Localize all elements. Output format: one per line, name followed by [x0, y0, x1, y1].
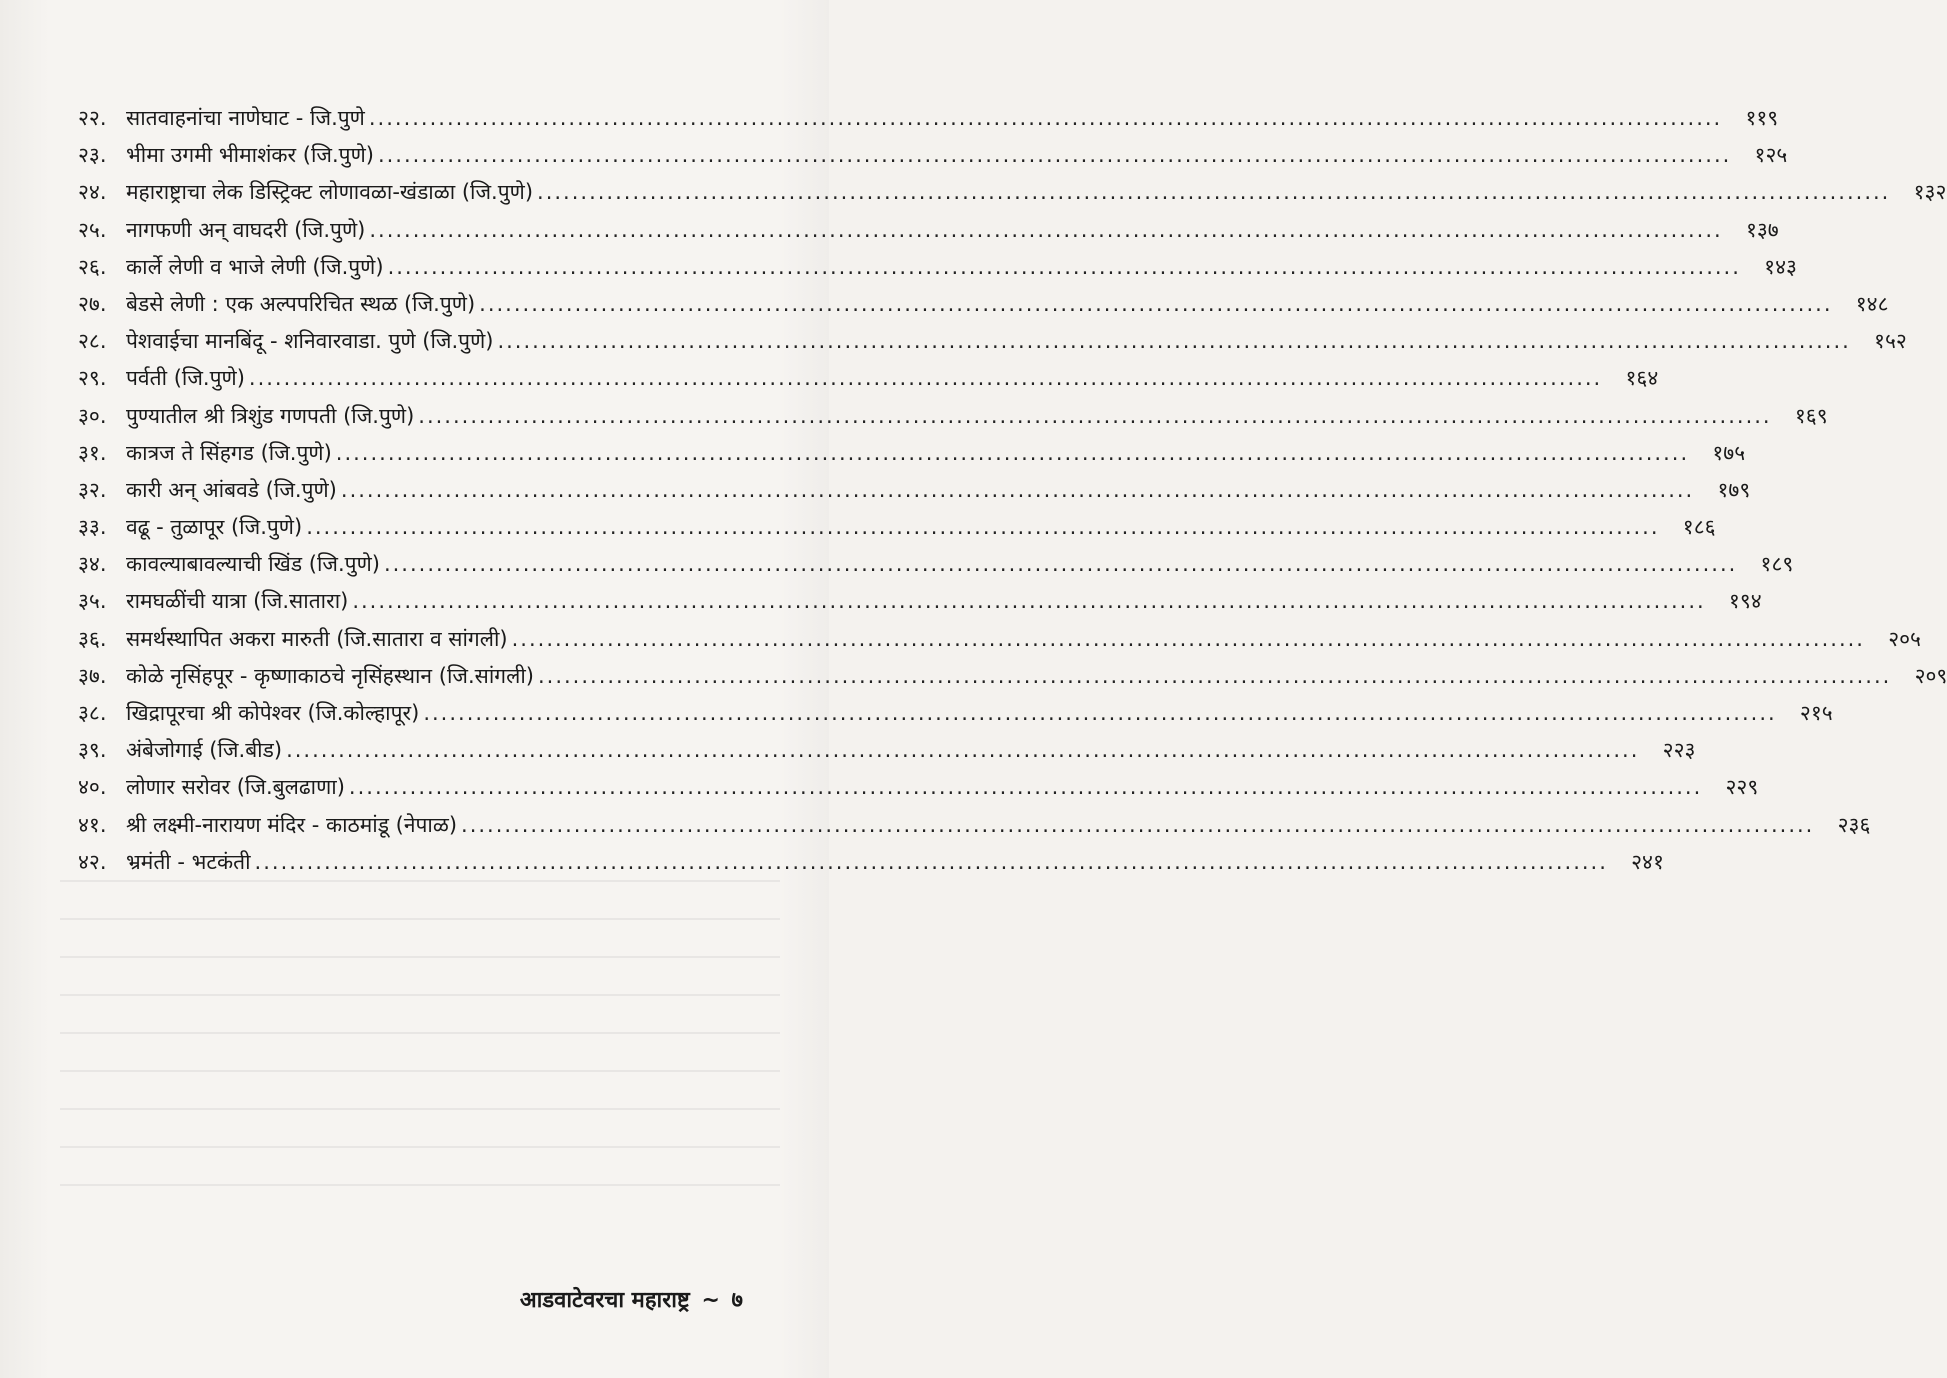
- toc-entry-title: कार्ले लेणी व भाजे लेणी (जि.पुणे): [126, 254, 384, 279]
- toc-entry: [78, 364, 1659, 401]
- dot-leader: [378, 143, 1731, 167]
- toc-entry-number: ३०.: [78, 403, 107, 428]
- toc-entry: [78, 848, 1664, 885]
- toc-entry: [78, 773, 1759, 810]
- dot-leader: [497, 329, 1850, 353]
- toc-entry-title: भीमा उगमी भीमाशंकर (जि.पुणे): [126, 143, 374, 168]
- toc-entry-page: १६९: [1794, 403, 1828, 428]
- toc-entry-page: २२३: [1662, 738, 1696, 763]
- toc-entry-page: २०५: [1888, 626, 1921, 651]
- page-footer: [520, 1284, 743, 1314]
- toc-entry: [78, 550, 1794, 587]
- toc-entry-title: अंबेजोगाई (जि.बीड): [126, 738, 283, 763]
- toc-entry-title: रामघळींची यात्रा (जि.सातारा): [126, 589, 349, 614]
- toc-entry-page: १३२: [1913, 180, 1947, 205]
- toc-entry-title: समर्थस्थापित अकरा मारुती (जि.सातारा व सांगली): [126, 626, 508, 651]
- toc-entry-title: कावल्याबावल्याची खिंड (जि.पुणे): [126, 552, 380, 577]
- dot-leader: [388, 255, 1741, 279]
- dot-leader: [341, 478, 1694, 502]
- toc-entry-title: पर्वती (जि.पुणे): [126, 366, 245, 391]
- toc-entry-number: ४०.: [78, 775, 107, 800]
- toc-entry: [78, 141, 1788, 178]
- toc-entry-number: ३६.: [78, 626, 107, 651]
- dot-leader: [369, 218, 1722, 242]
- toc-entry-page: १५२: [1874, 329, 1907, 354]
- toc-entry: [78, 327, 1907, 364]
- toc-entry-number: ३८.: [78, 701, 107, 725]
- toc-entry-title: पुण्यातील श्री त्रिशुंड गणपती (जि.पुणे): [126, 403, 415, 428]
- dot-leader: [369, 106, 1722, 130]
- toc-entry-title: कारी अन् आंबवडे (जि.पुणे): [126, 477, 337, 502]
- dot-leader: [512, 627, 1865, 651]
- dot-leader: [423, 701, 1776, 725]
- toc-entry: [78, 811, 1871, 848]
- toc-entry-title: कात्रज ते सिंहगड (जि.पुणे): [126, 440, 332, 465]
- toc-entry-number: ३१.: [78, 440, 107, 465]
- toc-entry-page: १४८: [1855, 291, 1889, 316]
- toc-entry-title: श्री लक्ष्मी-नारायण मंदिर - काठमांडू (नेपाळ): [126, 812, 458, 837]
- toc-entry-title: कोळे नृसिंहपूर - कृष्णाकाठचे नृसिंहस्थान (जि.सांगली): [126, 663, 534, 688]
- show-through-texture: [60, 860, 780, 1190]
- toc-entry-number: ३२.: [78, 477, 107, 502]
- toc-entry-number: २४.: [78, 180, 107, 205]
- toc-entry-page: २४१: [1631, 849, 1664, 874]
- toc-entry-number: २९.: [78, 366, 107, 391]
- toc-entry-number: ३३.: [78, 515, 107, 540]
- toc-entry: [78, 104, 1779, 141]
- page-number: ७: [731, 1288, 743, 1313]
- toc-entry-title: सातवाहनांचा नाणेघाट - जि.पुणे: [126, 106, 365, 130]
- toc-entry-number: ४२.: [78, 849, 107, 874]
- toc-entry: [78, 290, 1889, 327]
- toc-entry-page: २०९: [1914, 663, 1947, 688]
- toc-entry-number: ३५.: [78, 589, 107, 614]
- toc-entry-number: ४१.: [78, 812, 107, 837]
- toc-entry: [78, 178, 1947, 215]
- dot-leader: [336, 441, 1689, 465]
- toc-entry-number: ३४.: [78, 552, 107, 577]
- toc-entry: [78, 216, 1779, 253]
- toc-entry-page: १६४: [1625, 366, 1659, 391]
- toc-entry-page: १८६: [1682, 515, 1716, 540]
- toc-entry: [78, 699, 1833, 736]
- toc-entry-number: २८.: [78, 329, 107, 354]
- toc-entry-title: भ्रमंती - भटकंती: [126, 849, 251, 874]
- toc-entry-page: १७५: [1712, 440, 1746, 465]
- toc-entry-page: १७९: [1717, 477, 1751, 502]
- toc-entry-page: २२९: [1725, 775, 1759, 800]
- book-title: आडवाटेवरचा महाराष्ट्र: [519, 1288, 690, 1313]
- toc-entry-title: वढू - तुळापूर (जि.पुणे): [126, 515, 303, 540]
- toc-entry-page: १९४: [1728, 589, 1762, 614]
- toc-entry-title: पेशवाईचा मानबिंदू - शनिवारवाडा. पुणे (जि.पुणे): [126, 329, 494, 354]
- toc-entry: [78, 476, 1751, 513]
- toc-entry-number: २३.: [78, 143, 107, 168]
- toc-entry-number: २५.: [78, 217, 107, 242]
- dot-leader: [352, 589, 1705, 613]
- toc-entry: [78, 513, 1716, 550]
- toc-entry-title: नागफणी अन् वाघदरी (जि.पुणे): [126, 217, 366, 242]
- toc-entry-number: ३९.: [78, 738, 107, 763]
- toc-entry-title: खिद्रापूरचा श्री कोपेश्वर (जि.कोल्हापूर): [126, 701, 420, 725]
- toc-entry-page: १४३: [1764, 254, 1797, 279]
- toc-entry-title: महाराष्ट्राचा लेक डिस्ट्रिक्ट लोणावळा-खंडाळा (जि.पुणे): [126, 180, 534, 205]
- dot-leader: [249, 366, 1602, 390]
- toc-entry: [78, 587, 1762, 624]
- toc-entry: [78, 253, 1797, 290]
- toc-entry: [78, 402, 1828, 439]
- dot-leader: [537, 180, 1890, 204]
- toc-entry: [78, 625, 1921, 662]
- toc-entry-page: १३७: [1745, 217, 1779, 242]
- toc-entry: [78, 439, 1746, 476]
- dot-leader: [255, 850, 1608, 874]
- dot-leader: [461, 813, 1814, 837]
- dot-leader: [418, 404, 1771, 428]
- toc-entry-title: लोणार सरोवर (जि.बुलढाणा): [126, 775, 345, 800]
- dot-leader: [306, 515, 1659, 539]
- toc-entry-page: १८९: [1760, 552, 1794, 577]
- dot-leader: [384, 552, 1737, 576]
- toc-entry-page: २१५: [1799, 701, 1833, 725]
- toc-entry-page: १२५: [1754, 143, 1788, 168]
- table-of-contents: [78, 104, 1947, 885]
- toc-entry-number: २२.: [78, 106, 107, 130]
- toc-entry: [78, 662, 1947, 699]
- toc-entry-page: ११९: [1745, 106, 1779, 130]
- dot-leader: [538, 664, 1891, 688]
- toc-entry-number: २६.: [78, 254, 107, 279]
- dot-leader: [349, 775, 1702, 799]
- toc-entry-number: २७.: [78, 291, 107, 316]
- footer-separator: ~: [701, 1288, 720, 1313]
- toc-entry-number: ३७.: [78, 663, 107, 688]
- toc-entry-page: २३६: [1837, 812, 1871, 837]
- toc-entry-title: बेडसे लेणी : एक अल्पपरिचित स्थळ (जि.पुणे): [126, 291, 476, 316]
- dot-leader: [286, 738, 1639, 762]
- dot-leader: [479, 292, 1832, 316]
- toc-entry: [78, 736, 1696, 773]
